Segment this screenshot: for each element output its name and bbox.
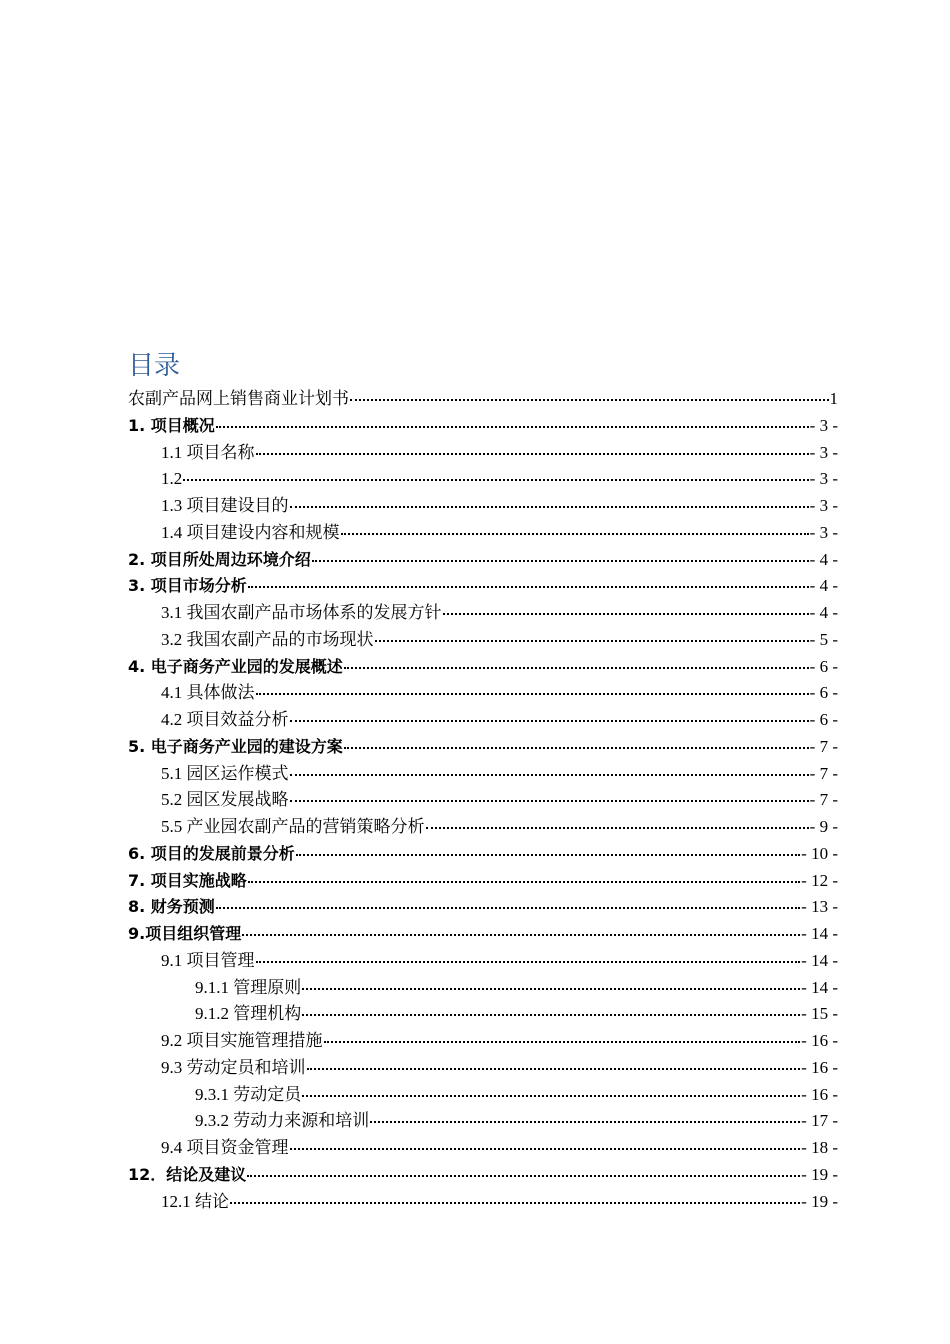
toc-entry-page-number: - 7 - [809,790,838,810]
toc-entry-title: 9.3 劳动定员和培训 [161,1057,306,1077]
toc-entry-title: 4. 电子商务产业园的发展概述 [128,656,343,676]
toc-entry[interactable] [128,1082,838,1109]
toc-entry[interactable] [128,1135,838,1162]
toc-dot-leader [290,506,809,508]
toc-entry-page-number: 1 [829,389,838,408]
toc-entry-title: 12.1 结论 [161,1191,229,1211]
toc-entry[interactable] [128,680,838,707]
toc-entry[interactable] [128,814,838,841]
toc-entry-page-number: - 9 - [809,817,838,836]
toc-entry-title: 4.1 具体做法 [161,683,255,703]
toc-entry-title: 12．结论及建议 [128,1164,247,1184]
toc-dot-leader [307,1068,801,1070]
toc-dot-leader [375,640,809,642]
toc-entry-page-number: - 16 - [801,1057,838,1077]
toc-dot-leader [290,800,809,802]
toc-entry-page-number: - 7 - [809,736,838,756]
toc-entry-title: 3.2 我国农副产品的市场现状 [161,629,374,649]
toc-title: 目录 [128,351,181,381]
toc-entry-title: 9.2 项目实施管理措施 [161,1031,323,1050]
toc-entry-title: 4.2 项目效益分析 [161,710,289,729]
toc-entry-page-number: - 6 - [809,710,838,729]
toc-entry[interactable] [128,1028,838,1055]
toc-dot-leader [344,747,809,749]
toc-entry-title: 1.4 项目建设内容和规模 [161,522,340,542]
toc-dot-leader [248,881,800,883]
toc-entry[interactable] [128,948,838,975]
toc-entry[interactable] [128,413,838,440]
toc-dot-leader [230,1202,800,1204]
toc-entry-page-number: - 3 - [809,415,838,435]
toc-dot-leader [256,453,809,455]
toc-entry-title: 8. 财务预测 [128,897,215,917]
toc-dot-leader [312,560,809,562]
toc-entry-title: 1. 项目概况 [128,415,215,435]
toc-entry-title: 6. 项目的发展前景分析 [128,843,295,863]
toc-entry-title: 9.3.2 劳动力来源和培训 [195,1111,370,1131]
toc-entry-page-number: - 16 - [801,1031,838,1050]
toc-entry-page-number: - 15 - [801,1004,838,1024]
toc-entry[interactable] [128,841,838,868]
toc-entry-page-number: - 3 - [809,469,838,489]
toc-entry[interactable] [128,493,838,520]
toc-entry[interactable] [128,1108,838,1135]
toc-dot-leader [426,827,809,829]
toc-entry[interactable] [128,627,838,654]
toc-entry-page-number: - 16 - [801,1084,838,1104]
toc-entry-page-number: - 3 - [809,522,838,542]
toc-entry[interactable] [128,466,838,493]
toc-entry-page-number: - 19 - [801,1191,838,1211]
toc-dot-leader [341,533,809,535]
toc-dot-leader [216,426,809,428]
toc-entry[interactable] [128,787,838,814]
toc-entry-title: 1.2 [161,469,183,489]
toc-entry-title: 1.3 项目建设目的 [161,496,289,515]
toc-entry-title: 农副产品网上销售商业计划书 [128,389,349,408]
toc-dot-leader [248,586,809,588]
toc-dot-leader [302,1095,800,1097]
toc-entry[interactable] [128,440,838,467]
toc-entry-title: 1.1 项目名称 [161,442,255,462]
toc-entry-page-number: - 14 - [801,950,838,970]
toc-entry-page-number: - 6 - [809,656,838,676]
toc-entry[interactable] [128,520,838,547]
toc-entry-page-number: - 3 - [809,496,838,515]
toc-dot-leader [256,961,801,963]
toc-entry-title: 3.1 我国农副产品市场体系的发展方针 [161,603,442,622]
toc-entry-page-number: - 4 - [809,549,838,569]
toc-entry[interactable] [128,600,838,627]
toc-entry-title: 5. 电子商务产业园的建设方案 [128,736,343,756]
toc-entry[interactable] [128,1001,838,1028]
toc-entry[interactable] [128,734,838,761]
toc-entry-title: 5.2 园区发展战略 [161,790,289,810]
toc-entry-title: 5.5 产业园农副产品的营销策略分析 [161,817,425,836]
toc-entry-page-number: - 17 - [801,1111,838,1131]
toc-dot-leader [443,613,809,615]
toc-dot-leader [324,1041,801,1043]
toc-dot-leader [370,1121,800,1123]
toc-entry-title: 2. 项目所处周边环境介绍 [128,549,311,569]
toc-entry-page-number: - 14 - [801,977,838,997]
toc-dot-leader [242,934,800,936]
toc-entry-page-number: - 4 - [809,603,838,622]
toc-entry-title: 9.1.2 管理机构 [195,1004,302,1024]
toc-entry-title: 9.4 项目资金管理 [161,1138,289,1157]
toc-entry-title: 9.项目组织管理 [128,924,242,943]
toc-entry-page-number: - 14 - [801,924,838,943]
toc-entry[interactable] [128,1189,838,1216]
toc-entry[interactable] [128,761,838,788]
toc-dot-leader [350,399,829,401]
toc-dot-leader [290,774,809,776]
toc-entry[interactable] [128,894,838,921]
toc-dot-leader [296,854,800,856]
toc-entry-title: 9.1 项目管理 [161,950,255,970]
toc-dot-leader [256,693,809,695]
toc-entry[interactable] [128,547,838,574]
toc-entry-page-number: - 19 - [801,1164,838,1184]
toc-entry-page-number: - 7 - [809,763,838,783]
toc-dot-leader [183,479,808,481]
toc-entry-title: 3. 项目市场分析 [128,576,247,596]
toc-dot-leader [302,988,800,990]
toc-entry[interactable] [128,573,838,600]
toc-entry-title: 9.1.1 管理原则 [195,977,302,997]
toc-entry[interactable] [128,921,838,948]
toc-entry-page-number: - 10 - [801,843,838,863]
toc-entry-title: 9.3.1 劳动定员 [195,1084,302,1104]
toc-entry-page-number: - 18 - [801,1138,838,1157]
toc-entry[interactable] [128,654,838,681]
toc-entry-page-number: - 12 - [801,870,838,890]
toc-entry[interactable] [128,1055,838,1082]
toc-dot-leader [344,667,809,669]
toc-entry[interactable] [128,1162,838,1189]
toc-entry[interactable] [128,975,838,1002]
toc-entry-page-number: - 3 - [809,442,838,462]
toc-entry[interactable] [128,707,838,734]
toc-dot-leader [247,1175,800,1177]
toc-dot-leader [216,907,800,909]
toc-entry-title: 7. 项目实施战略 [128,870,247,890]
toc-entry-title: 5.1 园区运作模式 [161,763,289,783]
toc-list [128,386,838,1215]
toc-dot-leader [302,1014,800,1016]
toc-dot-leader [290,720,809,722]
toc-entry-page-number: - 6 - [809,683,838,703]
toc-entry[interactable] [128,868,838,895]
toc-entry-page-number: - 4 - [809,576,838,596]
toc-entry-page-number: - 13 - [801,897,838,917]
toc-dot-leader [290,1148,801,1150]
toc-entry[interactable] [128,386,838,413]
toc-entry-page-number: - 5 - [809,629,838,649]
